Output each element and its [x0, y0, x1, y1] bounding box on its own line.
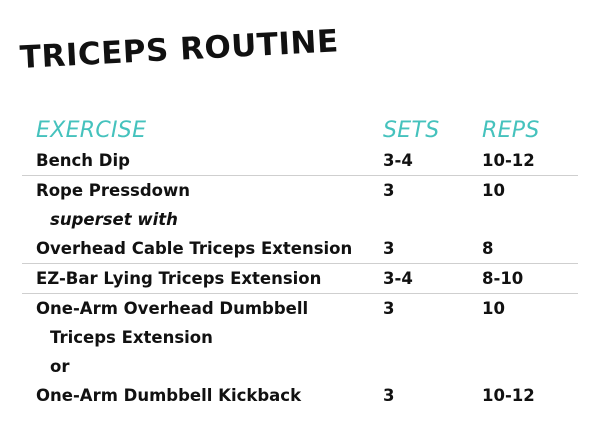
sets-value: 3 [383, 181, 395, 200]
exercise-group-bench-dip [22, 146, 578, 176]
header-sets: SETS [383, 118, 440, 143]
exercise-name: One-Arm Overhead Dumbbell [36, 299, 309, 318]
sets-value: 3-4 [383, 269, 413, 288]
exercise-name: Rope Pressdown [36, 181, 190, 200]
table-row [22, 264, 578, 293]
exercise-name: One-Arm Dumbbell Kickback [36, 386, 302, 405]
superset-note: superset with [50, 210, 178, 229]
exercise-group-one-arm [22, 294, 578, 410]
header-reps: REPS [482, 118, 540, 143]
exercise-group-ez-bar [22, 264, 578, 294]
table-row [22, 352, 578, 381]
sets-value: 3 [383, 299, 395, 318]
reps-value: 10 [482, 181, 505, 200]
exercise-name: Overhead Cable Triceps Extension [36, 239, 353, 258]
reps-value: 10 [482, 299, 505, 318]
table-row [22, 294, 578, 323]
sets-value: 3 [383, 386, 395, 405]
sets-value: 3 [383, 239, 395, 258]
reps-value: 8 [482, 239, 494, 258]
header-exercise: EXERCISE [36, 118, 147, 143]
table-row [22, 176, 578, 205]
table-row [22, 205, 578, 234]
table-header [22, 116, 578, 146]
table-row [22, 381, 578, 410]
page-title: TRICEPS ROUTINE [19, 23, 340, 76]
sets-value: 3-4 [383, 151, 413, 170]
reps-value: 8-10 [482, 269, 524, 288]
table-row [22, 146, 578, 175]
exercise-name: EZ-Bar Lying Triceps Extension [36, 269, 322, 288]
exercise-group-superset [22, 176, 578, 264]
exercise-name-continued: Triceps Extension [50, 328, 213, 347]
routine-table [22, 116, 578, 410]
alternative-note: or [50, 357, 70, 376]
table-row [22, 323, 578, 352]
table-row [22, 234, 578, 263]
reps-value: 10-12 [482, 386, 535, 405]
reps-value: 10-12 [482, 151, 535, 170]
exercise-name: Bench Dip [36, 151, 130, 170]
